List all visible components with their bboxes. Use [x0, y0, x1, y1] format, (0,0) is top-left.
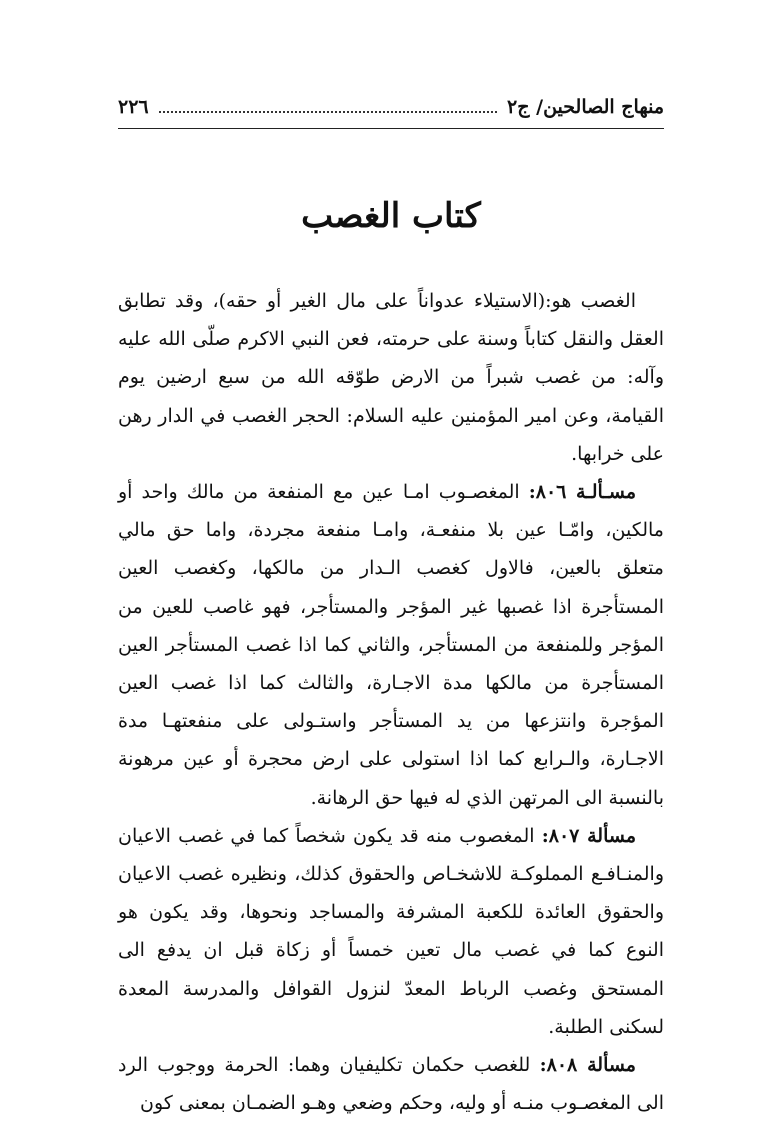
paragraph-text: الغصب هو:(الاستيلاء عدواناً على مال الغير أو حقه)، وقد تطابق العقل والنقل كتاباً وسنة على حرمته، فعن النبي الاكرم صلّى الله عليه وآله: من غصب شبراً من الارض طوّقه الله من سبع ارضين يوم القيامة، وعن امير المؤمنين عليه السلام: الحجر الغصب في الدار رهن على خرابها.: [118, 290, 664, 465]
paragraph-issue-808: [118, 1046, 664, 1122]
running-header: [118, 92, 664, 129]
paragraph-text: المغصـوب امـا عين مع المنفعة من مالك واحد أو مالكين، وامّـا عين بلا منفعـة، وامـا منفعة مجردة، واما حق مالي متعلق بالعين، فالاول كغصب الـدار من مالكها، وكغصب العين المستأجرة اذا غصبها غير المؤجر والمستأجر، فهو غاصب للعين من المؤجر وللمنفعة من المستأجر، والثاني كما اذا غصب المستأجر العين المستأجرة من مالكها مدة الاجـارة، والثالث كما اذا غصب العين المؤجرة وانتزعها من يد المستأجر واستـولى على منفعتهـا مدة الاجـارة، والـرابع كما اذا استولى على ارض محجرة أو عين مرهونة بالنسبة الى المرتهن الذي له فيها حق الرهانة.: [118, 481, 664, 809]
chapter-title: كتاب الغصب: [301, 196, 481, 236]
paragraph-text: للغصب حكمان تكليفيان وهما: الحرمة ووجوب الرد الى المغصـوب منـه أو وليه، وحكم وضعي وهـو الضمـان بمعنى كون: [118, 1054, 664, 1115]
issue-label: مسـألـة ٨٠٦:: [528, 481, 637, 504]
book-title: منهاج الصالحين/ ج٢: [507, 96, 664, 118]
dotted-leader: [159, 101, 497, 113]
paragraph-issue-806: [118, 473, 664, 817]
issue-label: مسألة ٨٠٧:: [541, 824, 637, 847]
paragraph-issue-807: [118, 817, 664, 1046]
page-number: ٢٢٦: [118, 96, 149, 118]
paragraph-text: المغصوب منه قد يكون شخصاً كما في غصب الاعيان والمنـافـع المملوكـة للاشخـاص والحقوق كذلك، ونظيره غصب الاعيان والحقوق العائدة للكعبة المشرفة والمساجد ونحوها، وقد يكون هو النوع كما في غصب مال تعين خمساً أو زكاة قبل ان يدفع الى المستحق وغصب الرباط المعدّ لنزول القوافل والمدرسة المعدة لسكنى الطلبة.: [118, 824, 664, 1038]
issue-label: مسألة ٨٠٨:: [539, 1054, 636, 1077]
paragraph-definition: [118, 282, 664, 473]
body-text: [118, 282, 664, 1122]
